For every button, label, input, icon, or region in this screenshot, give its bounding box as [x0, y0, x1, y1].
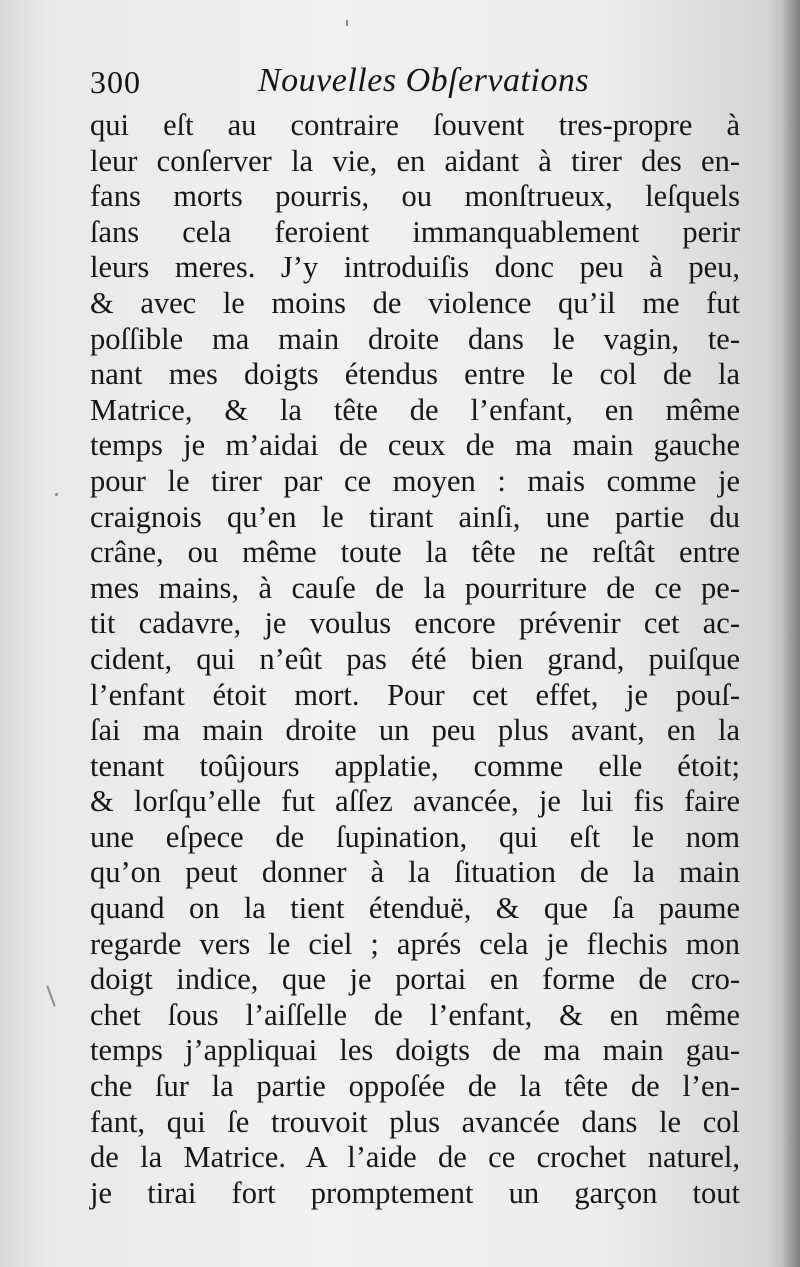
text-line: une eſpece de ſupination, qui eſt le nom [90, 819, 740, 854]
body-text [90, 108, 740, 1211]
paper-speck [46, 985, 55, 1006]
paper-speck [346, 20, 348, 26]
text-line: pour le tirer par ce moyen : mais comme je [90, 463, 740, 498]
text-line: temps je m’aidai de ceux de ma main gauche [90, 428, 740, 463]
text-line: crâne, ou même toute la tête ne reſtât entre [90, 535, 740, 570]
text-line: Matrice, & la tête de l’enfant, en même [90, 392, 740, 427]
text-line: fant, qui ſe trouvoit plus avancée dans le col [90, 1104, 740, 1139]
text-line: l’enfant étoit mort. Pour cet effet, je pouſ- [90, 677, 740, 712]
page-header [90, 62, 730, 106]
text-line: tenant toûjours applatie, comme elle étoit; [90, 748, 740, 783]
text-line: leur conſerver la vie, en aidant à tirer des en- [90, 143, 740, 178]
text-line: mes mains, à cauſe de la pourriture de ce pe- [90, 570, 740, 605]
text-line: fans morts pourris, ou monſtrueux, leſquels [90, 179, 740, 214]
text-line: chet ſous l’aiſſelle de l’enfant, & en même [90, 997, 740, 1032]
running-title: Nouvelles Obſervations [258, 62, 590, 99]
text-line: & lorſqu’elle fut aſſez avancée, je lui fis faire [90, 784, 740, 819]
text-line: je tirai fort promptement un garçon tout [90, 1175, 740, 1210]
text-line: ſai ma main droite un peu plus avant, en la [90, 713, 740, 748]
page-edge-shadow [782, 0, 800, 1267]
text-line: leurs meres. J’y introduiſis donc peu à peu, [90, 250, 740, 285]
paper-speck [55, 493, 58, 496]
text-line: tit cadavre, je voulus encore prévenir cet ac- [90, 606, 740, 641]
text-line: nant mes doigts étendus entre le col de la [90, 357, 740, 392]
text-line: regarde vers le ciel ; aprés cela je flechis mon [90, 926, 740, 961]
text-line: de la Matrice. A l’aide de ce crochet naturel, [90, 1140, 740, 1175]
text-line: quand on la tient étenduë, & que ſa paume [90, 891, 740, 926]
text-line: che ſur la partie oppoſée de la tête de l’en- [90, 1069, 740, 1104]
text-line: qu’on peut donner à la ſituation de la main [90, 855, 740, 890]
text-line: doigt indice, que je portai en forme de cro- [90, 962, 740, 997]
text-line: poſſible ma main droite dans le vagin, te- [90, 321, 740, 356]
text-line: & avec le moins de violence qu’il me fut [90, 285, 740, 320]
text-line: cident, qui n’eût pas été bien grand, puiſque [90, 641, 740, 676]
text-line: ſans cela feroient immanquablement perir [90, 214, 740, 249]
text-line: qui eſt au contraire ſouvent tres-propre à [90, 108, 740, 142]
text-line: temps j’appliquai les doigts de ma main gau- [90, 1033, 740, 1068]
text-line: craignois qu’en le tirant ainſi, une partie du [90, 499, 740, 534]
page-number: 300 [90, 64, 141, 100]
